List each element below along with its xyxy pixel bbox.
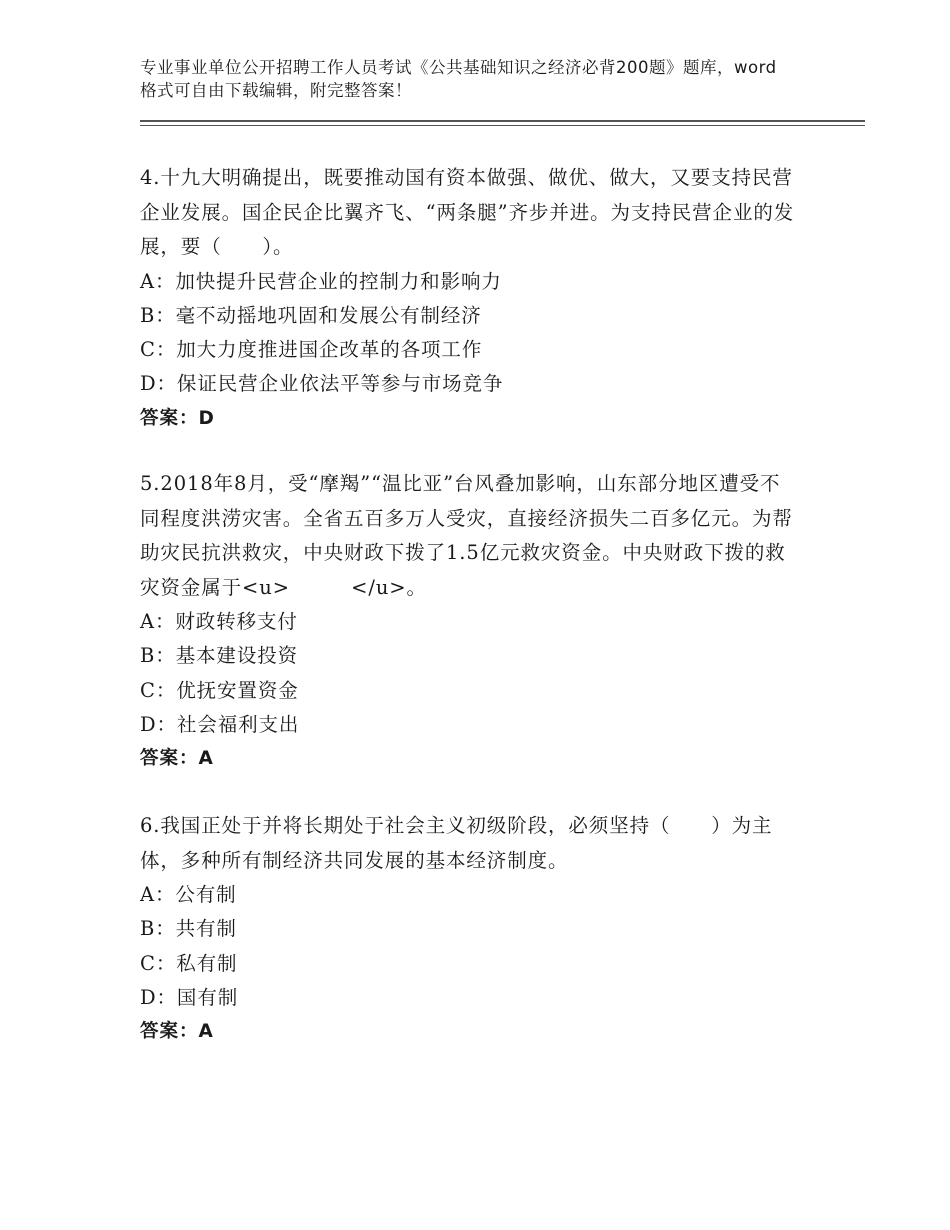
option-c: C：加大力度推进国企改革的各项工作: [140, 338, 483, 362]
option-a: A：财政转移支付: [140, 610, 298, 633]
question-stem: 6.我国正处于并将长期处于社会主义初级阶段，必须坚持（ ）为主体，多种所有制经济共同发展的基本经济制度。: [140, 814, 773, 872]
answer-label: 答案：D: [140, 407, 215, 429]
option-d: D：国有制: [140, 985, 239, 1009]
option-b: B：基本建设投资: [140, 644, 299, 668]
option-a: A：加快提升民营企业的控制力和影响力: [140, 269, 502, 293]
answer-label: 答案：A: [140, 748, 214, 770]
question-stem: 5.2018年8月，受“摩羯”“温比亚”台风叠加影响，山东部分地区遭受不同程度洪涝灾害。全省五百多万人受灾，直接经济损失二百多亿元。为帮助灾民抗洪救灾，中央财政下拨了1.5亿元救灾资金。中央财政下拨的救灾资金属于<u> </u>。: [140, 472, 793, 599]
option-b: B：共有制: [140, 917, 237, 941]
answer-label: 答案：A: [140, 1021, 214, 1043]
question-4: [140, 161, 800, 436]
option-d: D：社会福利支出: [140, 712, 300, 736]
header-divider: [140, 120, 865, 126]
question-5: [140, 467, 800, 776]
question-6: [140, 809, 800, 1049]
option-c: C：优抚安置资金: [140, 678, 299, 702]
option-a: A：公有制: [140, 883, 237, 906]
option-d: D：保证民营企业依法平等参与市场竞争: [140, 372, 504, 396]
document-header: 专业事业单位公开招聘工作人员考试《公共基础知识之经济必背200题》题库，word格式可自由下载编辑，附完整答案！: [140, 58, 777, 100]
option-c: C：私有制: [140, 951, 238, 975]
question-stem: 4.十九大明确提出，既要推动国有资本做强、做优、做大，又要支持民营企业发展。国企民企比翼齐飞、“两条腿”齐步并进。为支持民营企业的发展，要（ ）。: [140, 166, 795, 258]
option-b: B：毫不动摇地巩固和发展公有制经济: [140, 303, 482, 327]
